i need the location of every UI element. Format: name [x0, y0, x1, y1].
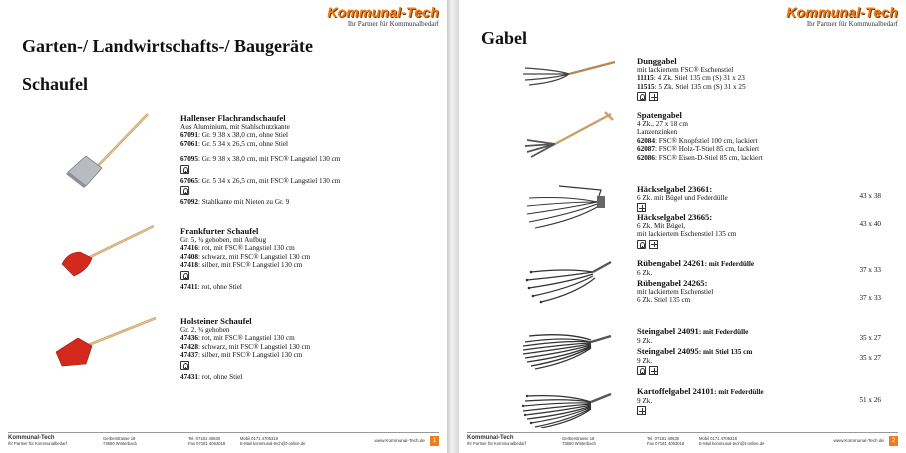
section-heading: Schaufel — [22, 74, 89, 94]
variant-desc: : FSC® Knopfstiel 100 cm, lackiert — [654, 136, 758, 145]
variant-desc: : rot, mit FSC® Langstiel 130 cm — [197, 244, 295, 253]
product-holsteiner — [180, 316, 440, 381]
variant-desc: : Gr. 9 38 x 38,0 cm, mit FSC® Langstiel 130 cm — [197, 155, 341, 164]
article-code: 47428 — [180, 342, 198, 351]
product-subtitle-2: Lanzenzinken — [637, 128, 678, 137]
dimension: 37 x 33 — [859, 294, 881, 302]
product-title-suffix: : mit Federdülle — [714, 388, 764, 396]
spare-part-icon — [649, 366, 658, 375]
page-number: 1 — [430, 436, 439, 446]
article-code: 47436 — [180, 334, 198, 343]
beet-fork-image — [521, 258, 615, 304]
variant-desc: : rot, mit FSC® Langstiel 130 cm — [197, 334, 295, 343]
product-title: Steingabel 24091 — [637, 326, 699, 336]
product-subtitle: 9 Zk. — [637, 337, 653, 345]
footer-fax: Fax 07181 4063018 — [647, 441, 685, 446]
variant-desc: : rot, ohne Stiel — [197, 282, 242, 291]
product-title-suffix: : — [709, 184, 713, 194]
dimension: 35 x 27 — [859, 334, 881, 342]
footer-phone — [188, 436, 225, 446]
product-kartoffelgabel-24101 — [637, 386, 899, 418]
variant-desc: : schwarz, mit FSC® Langstiel 130 cm — [197, 342, 311, 351]
brand-tagline: Ihr Partner für Kommunalbedarf — [806, 20, 898, 28]
variant-row — [637, 145, 899, 153]
spare-part-icon — [637, 406, 646, 415]
footer-tel: Tel. 07181 40630 — [188, 436, 221, 441]
product-title: Frankfurter Schaufel — [180, 226, 259, 236]
article-code: 47437 — [180, 351, 198, 360]
variant-desc: : schwarz, mit FSC® Langstiel 130 cm — [197, 252, 311, 261]
variant-row — [180, 131, 440, 139]
footer-brand — [467, 435, 526, 446]
potato-fork-image — [517, 384, 615, 428]
product-ruebengabel-24261 — [637, 258, 899, 277]
stone-fork-image — [517, 322, 615, 370]
product-haeckselgabel-23661 — [637, 184, 899, 215]
variant-row — [180, 334, 440, 342]
footer-website: www.Kommunal-Tech.de — [833, 438, 884, 443]
product-title: Dunggabel — [637, 56, 677, 66]
product-ruebengabel-24265 — [637, 278, 899, 305]
product-title-suffix: : mit Stiel 135 cm — [698, 348, 753, 356]
product-title: Häckselgabel 23665 — [637, 212, 710, 222]
footer-street: Gerberstrasse 18 — [103, 436, 136, 441]
icon-row — [180, 361, 440, 371]
catalog-page-1 — [0, 0, 447, 453]
footer-brand-name: Kommunal-Tech — [467, 435, 514, 441]
footer-phone — [647, 436, 684, 446]
holstein-shovel-image — [52, 312, 160, 368]
product-title: Hallenser Flachrandschaufel — [180, 113, 286, 123]
variant-row — [180, 155, 440, 163]
chaff-fork-image — [519, 182, 615, 232]
variant-row — [180, 244, 440, 252]
article-code: 11115 — [637, 74, 654, 83]
variant-row — [180, 283, 440, 291]
variant-desc: : FSC® Holz-T-Stiel 85 cm, lackiert — [654, 145, 760, 154]
fsc-icon — [637, 240, 646, 249]
variant-desc: : Gr. 5 34 x 26,5 cm, ohne Stiel — [197, 139, 289, 148]
variant-row — [637, 74, 899, 82]
product-title: Häckselgabel 23661 — [637, 184, 710, 194]
page-footer — [8, 432, 439, 446]
catalog-page-2 — [459, 0, 906, 453]
fsc-icon — [180, 361, 189, 370]
icon-row — [637, 406, 899, 416]
product-subtitle: mit lackiertem Eschenstiel — [637, 288, 714, 296]
variant-desc: : Gr. 9 38 x 38,0 cm, ohne Stiel — [197, 131, 289, 140]
variant-row — [637, 137, 899, 145]
dimension: 43 x 40 — [859, 220, 881, 228]
footer-brand-sub: Ihr Partner für Kommunalbedarf — [467, 441, 526, 446]
product-title-suffix: : mit Federdülle — [698, 328, 749, 336]
product-subtitle: 9 Zk. — [637, 397, 653, 405]
dimension: 37 x 33 — [859, 266, 881, 274]
article-code: 67091 — [180, 131, 198, 140]
icon-row — [637, 92, 899, 102]
product-title-suffix: : — [704, 278, 708, 288]
product-subtitle: 9 Zk. — [637, 357, 653, 365]
article-code: 47411 — [180, 282, 198, 291]
article-code: 47418 — [180, 261, 198, 270]
footer-address — [103, 436, 137, 446]
spare-part-icon — [649, 240, 658, 249]
variant-desc: : 5 Zk. Stiel 135 cm (S) 31 x 25 — [654, 82, 746, 91]
variant-row — [180, 140, 440, 148]
footer-city: 73650 Winterbach — [562, 441, 596, 446]
brand-logo — [327, 5, 439, 28]
footer-tel: Tel. 07181 40630 — [647, 436, 680, 441]
product-title: Rübengabel 24265 — [637, 278, 705, 288]
product-subtitle: Aus Aluminium, mit Stahlschutzkante — [180, 123, 290, 131]
digging-fork-image — [519, 110, 615, 160]
article-code: 67095 — [180, 155, 198, 164]
footer-mobile-number: Mobil 0171 4705318 — [699, 436, 737, 441]
article-code: 62087 — [637, 145, 655, 154]
variant-desc: : Stahlkante mit Nieten zu Gr. 9 — [197, 198, 290, 207]
article-code: 67065 — [180, 176, 198, 185]
fsc-icon — [637, 366, 646, 375]
product-title: Kartoffelgabel 24101 — [637, 386, 715, 396]
variant-row — [180, 253, 440, 261]
page-gutter — [447, 0, 459, 453]
product-subtitle: 6 Zk. — [637, 269, 653, 277]
fsc-icon — [180, 271, 189, 280]
product-title: Holsteiner Schaufel — [180, 316, 252, 326]
product-title: Rübengabel 24261 — [637, 258, 705, 268]
page-number: 2 — [889, 436, 898, 446]
dimension: 43 x 38 — [859, 192, 881, 200]
article-code: 67092 — [180, 198, 198, 207]
fsc-icon — [180, 186, 189, 195]
article-code: 67061 — [180, 139, 198, 148]
dimension: 51 x 26 — [859, 396, 881, 404]
variant-row — [637, 83, 899, 91]
article-code: 47408 — [180, 252, 198, 261]
variant-row — [180, 343, 440, 351]
variant-desc: : rot, ohne Stiel — [197, 372, 243, 381]
variant-row — [180, 177, 440, 185]
icon-row — [180, 186, 440, 196]
product-steingabel-24091 — [637, 326, 899, 345]
flat-edge-shovel-image — [62, 112, 152, 190]
footer-mobile — [699, 436, 764, 446]
product-title: Spatengabel — [637, 110, 682, 120]
product-subtitle: 6 Zk. Mit Bügel, — [637, 222, 686, 230]
variant-desc: : FSC® Eisen-D-Stiel 85 cm, lackiert — [654, 153, 763, 162]
product-subtitle: Gr. 2, ¾ gehoben — [180, 326, 230, 334]
product-subtitle: Gr. 5, ¾ gehoben, mit Aufbug — [180, 236, 267, 244]
footer-mobile-number: Mobil 0171 4705318 — [240, 436, 278, 441]
footer-city: 73650 Winterbach — [103, 441, 137, 446]
page-footer — [467, 432, 898, 446]
page-heading: Garten-/ Landwirtschafts-/ Baugeräte — [22, 36, 313, 56]
variant-row — [180, 198, 440, 206]
article-code: 47431 — [180, 372, 198, 381]
brand-name: Kommunal-Tech — [327, 4, 439, 20]
manure-fork-image — [517, 58, 617, 88]
fsc-icon — [180, 165, 189, 174]
product-subtitle: mit lackiertem FSC® Eschenstiel — [637, 66, 734, 74]
product-title-suffix: : mit Federdülle — [704, 260, 755, 268]
variant-desc: : 4 Zk. Stiel 135 cm (S) 31 x 23 — [653, 74, 745, 83]
dimension: 35 x 27 — [859, 354, 881, 362]
product-frankfurter — [180, 226, 440, 291]
product-subtitle-2: mit lackiertem Eschenstiel 135 cm — [637, 230, 737, 239]
brand-name: Kommunal-Tech — [786, 4, 898, 20]
article-code: 11515 — [637, 82, 655, 91]
product-subtitle: 4 Zk., 27 x 18 cm — [637, 120, 688, 128]
footer-brand-sub: Ihr Partner für Kommunalbedarf — [8, 441, 67, 446]
article-code: 62086 — [637, 153, 655, 162]
variant-desc: : Gr. 5 34 x 26,5 cm, mit FSC® Langstiel 130 cm — [197, 176, 341, 185]
product-spatengabel — [637, 110, 899, 162]
page-heading: Gabel — [481, 28, 528, 48]
product-steingabel-24095 — [637, 346, 899, 378]
footer-email: E-Mail kommunal-tech@t-online.de — [699, 441, 765, 446]
variant-row — [637, 154, 899, 162]
footer-address — [562, 436, 596, 446]
footer-street: Gerberstrasse 18 — [562, 436, 595, 441]
footer-brand — [8, 435, 67, 446]
variant-desc: : silber, mit FSC® Langstiel 130 cm — [197, 351, 303, 360]
product-dunggabel — [637, 56, 899, 104]
icon-row — [180, 165, 440, 175]
brand-logo — [786, 5, 898, 28]
product-title: Steingabel 24095 — [637, 346, 699, 356]
icon-row — [637, 366, 899, 376]
product-haeckselgabel-23665 — [637, 212, 899, 252]
footer-fax: Fax 07181 4063018 — [188, 441, 226, 446]
footer-brand-name: Kommunal-Tech — [8, 435, 55, 441]
product-title-suffix: : — [709, 212, 713, 222]
variant-row — [180, 261, 440, 269]
product-subtitle: 6 Zk. mit Bügel und Federdülle — [637, 194, 728, 202]
article-code: 47416 — [180, 244, 198, 253]
footer-email: E-Mail kommunal-tech@t-online.de — [240, 441, 306, 446]
fsc-icon — [637, 92, 646, 101]
icon-row — [180, 271, 440, 281]
variant-row — [180, 373, 440, 381]
article-code: 62084 — [637, 136, 655, 145]
brand-tagline: Ihr Partner für Kommunalbedarf — [347, 20, 439, 28]
product-title-line — [637, 278, 899, 288]
product-subtitle-2: 6 Zk. Stiel 135 cm — [637, 296, 691, 305]
icon-row — [637, 240, 899, 250]
variant-desc: : silber, mit FSC® Langstiel 130 cm — [197, 261, 303, 270]
spare-part-icon — [649, 92, 658, 101]
frankfurt-shovel-image — [58, 218, 158, 278]
product-hallenser — [180, 113, 440, 206]
footer-mobile — [240, 436, 305, 446]
variant-row — [180, 351, 440, 359]
footer-website: www.Kommunal-Tech.de — [374, 438, 425, 443]
